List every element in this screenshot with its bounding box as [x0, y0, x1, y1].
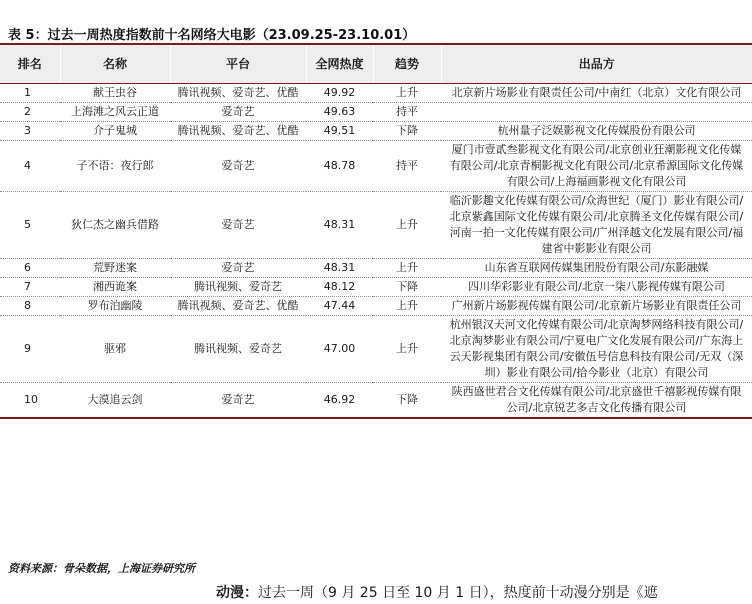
rank-cell: 5 — [0, 192, 60, 259]
trend-cell: 下降 — [373, 122, 441, 141]
film-name-cell: 献王虫谷 — [93, 86, 137, 99]
comment-paragraph — [216, 582, 658, 602]
platform-cell: 爱奇艺 — [170, 259, 306, 278]
table-row — [0, 383, 752, 418]
header-platform: 平台 — [170, 45, 306, 84]
rank-cell: 10 — [0, 383, 60, 418]
publisher-cell: 广州新片场影视传媒有限公司/北京新片场影业有限责任公司 — [441, 297, 752, 316]
table-row — [0, 84, 752, 103]
table-row — [0, 278, 752, 297]
table-body — [0, 84, 752, 418]
platform-cell: 腾讯视频、爱奇艺、优酷 — [170, 297, 306, 316]
publisher-cell: 四川华彩影业有限公司/北京一柒八影视传媒有限公司 — [441, 278, 752, 297]
platform-cell: 爱奇艺 — [170, 192, 306, 259]
heat-index-cell: 49.51 — [306, 122, 373, 141]
header-publisher: 出品方 — [441, 45, 752, 84]
film-name-cell: 罗布泊幽陵 — [60, 297, 170, 316]
platform-cell: 腾讯视频、爱奇艺 — [170, 316, 306, 383]
header-heat: 全网热度 — [306, 45, 373, 84]
publisher-cell: 北京新片场影业有限责任公司/中南红（北京）文化有限公司 — [451, 86, 742, 99]
rank-cell: 9 — [0, 316, 60, 383]
publisher-cell: 杭州银汉天河文化传媒有限公司/北京淘梦网络科技有限公司/北京淘梦影业有限公司/宁夏电广文化发展有限公司/广东海上云天影视集团有限公司/安徽伍号信息科技有限公司/无双（深圳）影业有限公司/拾今影业（北京）有限公司 — [441, 316, 752, 383]
ranking-table — [0, 45, 752, 417]
heat-index-cell: 48.31 — [306, 192, 373, 259]
film-name-cell: 大漠追云剑 — [60, 383, 170, 418]
trend-cell: 上升 — [373, 297, 441, 316]
rank-cell: 2 — [0, 103, 60, 122]
platform-cell: 爱奇艺 — [170, 383, 306, 418]
header-trend: 趋势 — [373, 45, 441, 84]
publisher-cell: 杭州量子泛娱影视文化传媒股份有限公司 — [441, 122, 752, 141]
rank-cell: 6 — [0, 259, 60, 278]
film-name-cell: 子不语：夜行郎 — [60, 141, 170, 192]
table-row — [0, 141, 752, 192]
source-note: 资料来源：骨朵数据，上海证券研究所 — [8, 562, 195, 575]
heat-index-cell: 47.00 — [306, 316, 373, 383]
publisher-cell: 厦门市壹貳叁影视文化有限公司/北京创业狂潮影视文化传媒有限公司/北京青桐影视文化有限公司/北京希源国际文化传媒有限公司/上海福画影视文化有限公司 — [441, 141, 752, 192]
bottom-rule — [0, 417, 752, 419]
platform-cell: 腾讯视频、爱奇艺、优酷 — [177, 86, 299, 99]
table-row — [0, 122, 752, 141]
heat-index-cell: 49.63 — [306, 103, 373, 122]
heat-index-cell: 47.44 — [306, 297, 373, 316]
table-row — [0, 192, 752, 259]
film-name-cell: 介子鬼城 — [60, 122, 170, 141]
heat-index-cell: 48.12 — [306, 278, 373, 297]
trend-cell: 上升 — [373, 259, 441, 278]
film-name-cell: 上海滩之风云正道 — [60, 103, 170, 122]
film-name-cell: 驱邪 — [60, 316, 170, 383]
film-name-cell: 荒野迷案 — [60, 259, 170, 278]
table-row — [0, 259, 752, 278]
trend-cell: 下降 — [373, 278, 441, 297]
heat-index-cell: 48.31 — [306, 259, 373, 278]
trend-cell: 持平 — [373, 103, 441, 122]
film-name-cell: 湘西诡案 — [60, 278, 170, 297]
table-row — [0, 316, 752, 383]
comment-label: 动漫： — [216, 585, 258, 601]
trend-cell: 上升 — [373, 192, 441, 259]
platform-cell: 爱奇艺 — [170, 141, 306, 192]
table-title: 表 5：过去一周热度指数前十名网络大电影（23.09.25-23.10.01） — [8, 28, 416, 43]
trend-cell: 上升 — [373, 316, 441, 383]
publisher-cell — [441, 103, 752, 122]
platform-cell: 爱奇艺 — [170, 103, 306, 122]
film-name-cell: 狄仁杰之幽兵借路 — [60, 192, 170, 259]
rank-cell: 4 — [0, 141, 60, 192]
rank-cell: 1 — [24, 86, 31, 99]
rank-cell: 3 — [0, 122, 60, 141]
comment-text: 过去一周（9 月 25 日至 10 月 1 日），热度前十动漫分别是《遮 — [258, 585, 658, 601]
rank-cell: 7 — [0, 278, 60, 297]
publisher-cell: 临沂影趣文化传媒有限公司/众海世纪（厦门）影业有限公司/北京紫鑫国际文化传媒有限公司/北京腾圣文化传媒有限公司/河南一拍一文化传媒有限公司/广州泽越文化发展有限公司/福建省中影影业有限公司 — [441, 192, 752, 259]
trend-cell: 上升 — [396, 86, 418, 99]
heat-index-cell: 46.92 — [306, 383, 373, 418]
table-header-row — [0, 45, 752, 84]
heat-index-cell: 48.78 — [306, 141, 373, 192]
header-name: 名称 — [60, 45, 170, 84]
platform-cell: 腾讯视频、爱奇艺、优酷 — [170, 122, 306, 141]
trend-cell: 持平 — [373, 141, 441, 192]
trend-cell: 下降 — [373, 383, 441, 418]
header-rank: 排名 — [0, 45, 60, 84]
table-row — [0, 103, 752, 122]
rank-cell: 8 — [0, 297, 60, 316]
table-row — [0, 297, 752, 316]
publisher-cell: 山东省互联网传媒集团股份有限公司/东影融媒 — [441, 259, 752, 278]
publisher-cell: 陕西盛世君合文化传媒有限公司/北京盛世千禧影视传媒有限公司/北京锐艺多吉文化传播有限公司 — [441, 383, 752, 418]
heat-index-cell: 49.92 — [323, 86, 356, 99]
platform-cell: 腾讯视频、爱奇艺 — [170, 278, 306, 297]
